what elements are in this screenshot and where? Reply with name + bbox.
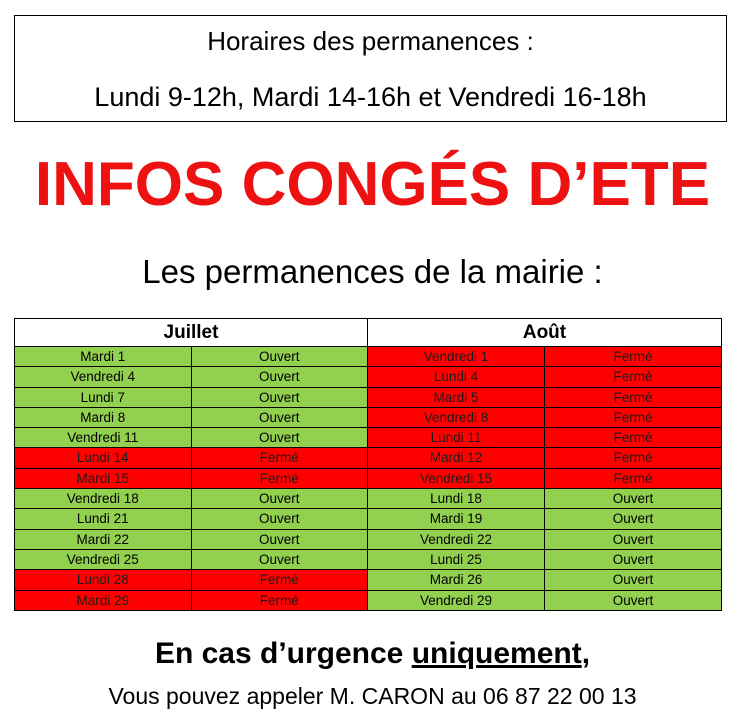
day-cell: Mardi 8 <box>80 409 126 425</box>
table-row <box>368 408 722 428</box>
status-cell: Fermé <box>544 367 721 386</box>
status-cell: Fermé <box>191 448 368 467</box>
table-row <box>14 428 368 448</box>
day-cell: Mardi 5 <box>433 389 479 405</box>
status-cell: Ouvert <box>191 367 368 386</box>
month-juillet <box>14 318 368 611</box>
day-cell: Lundi 7 <box>80 389 125 405</box>
urgence-prefix: En cas d’urgence <box>154 637 412 670</box>
day-cell: Mardi 22 <box>76 531 130 547</box>
status-cell: Fermé <box>544 388 721 407</box>
month-header-aout: Août <box>368 318 722 347</box>
table-row <box>14 591 368 611</box>
day-cell: Vendredi 8 <box>423 409 489 425</box>
month-rows <box>14 347 368 611</box>
day-cell: Mardi 1 <box>80 349 126 364</box>
table-row <box>14 570 368 590</box>
table-row <box>14 347 368 367</box>
status-cell: Fermé <box>191 469 368 488</box>
status-cell: Ouvert <box>544 570 721 589</box>
status-cell: Ouvert <box>191 428 368 447</box>
table-row <box>14 469 368 489</box>
urgence-emphasis: uniquement <box>411 637 582 670</box>
hours-title: Horaires des permanences : <box>207 26 534 56</box>
table-row <box>14 530 368 550</box>
table-row <box>14 408 368 428</box>
status-cell: Ouvert <box>544 509 721 528</box>
status-cell: Ouvert <box>544 550 721 569</box>
day-cell: Vendredi 18 <box>66 491 139 507</box>
status-cell: Ouvert <box>191 408 368 427</box>
status-cell: Ouvert <box>544 489 721 508</box>
hours-box <box>14 15 727 122</box>
status-cell: Ouvert <box>544 591 721 610</box>
status-cell: Ouvert <box>191 509 368 528</box>
month-rows <box>368 347 722 611</box>
day-cell: Vendredi 1 <box>423 349 489 364</box>
table-row <box>368 489 722 509</box>
table-row <box>368 570 722 590</box>
day-cell: Mardi 19 <box>429 511 483 527</box>
table-row <box>14 509 368 529</box>
day-cell: Mardi 15 <box>76 470 130 486</box>
table-row <box>14 489 368 509</box>
day-cell: Vendredi 4 <box>70 369 136 385</box>
status-cell: Fermé <box>544 469 721 488</box>
day-cell: Vendredi 15 <box>419 470 493 486</box>
table-row <box>368 591 722 611</box>
day-cell: Vendredi 29 <box>419 592 493 608</box>
status-cell: Ouvert <box>191 489 368 508</box>
day-cell: Lundi 4 <box>433 369 479 385</box>
day-cell: Lundi 28 <box>76 572 129 588</box>
month-aout <box>368 318 722 611</box>
urgence-notice <box>0 634 745 674</box>
hours-detail: Lundi 9-12h, Mardi 14-16h et Vendredi 16-18h <box>94 82 647 112</box>
status-cell: Ouvert <box>191 530 368 549</box>
table-row <box>368 530 722 550</box>
day-cell: Mardi 12 <box>429 450 483 466</box>
table-row <box>14 448 368 468</box>
day-cell: Mardi 29 <box>76 592 130 608</box>
status-cell: Fermé <box>191 570 368 589</box>
day-cell: Vendredi 22 <box>419 531 493 547</box>
day-cell: Lundi 14 <box>76 450 129 466</box>
table-row <box>368 550 722 570</box>
table-row <box>14 367 368 387</box>
table-row <box>368 448 722 468</box>
day-cell: Vendredi 11 <box>67 430 139 446</box>
status-cell: Ouvert <box>191 347 368 366</box>
table-row <box>368 347 722 367</box>
day-cell: Vendredi 25 <box>66 551 139 567</box>
table-row <box>14 550 368 570</box>
page-subtitle: Les permanences de la mairie : <box>142 253 603 290</box>
status-cell: Fermé <box>544 428 721 447</box>
status-cell: Ouvert <box>544 530 721 549</box>
page-title: INFOS CONGÉS D’ETE <box>34 150 711 219</box>
day-cell: Lundi 21 <box>76 511 129 527</box>
urgence-suffix: , <box>581 637 591 670</box>
status-cell: Ouvert <box>191 388 368 407</box>
table-row <box>368 469 722 489</box>
table-row <box>368 388 722 408</box>
status-cell: Fermé <box>544 448 721 467</box>
status-cell: Fermé <box>191 591 368 610</box>
status-cell: Ouvert <box>191 550 368 569</box>
table-row <box>368 428 722 448</box>
day-cell: Lundi 18 <box>430 491 482 507</box>
month-header-juillet: Juillet <box>14 318 368 347</box>
table-row <box>368 367 722 387</box>
day-cell: Mardi 26 <box>429 572 483 588</box>
contact-line: Vous pouvez appeler M. CARON au 06 87 22 00 13 <box>108 683 637 709</box>
status-cell: Fermé <box>544 347 721 366</box>
day-cell: Lundi 11 <box>430 430 482 446</box>
schedule-table <box>14 318 722 611</box>
status-cell: Fermé <box>544 408 721 427</box>
day-cell: Lundi 25 <box>430 551 482 567</box>
table-row <box>14 388 368 408</box>
table-row <box>368 509 722 529</box>
